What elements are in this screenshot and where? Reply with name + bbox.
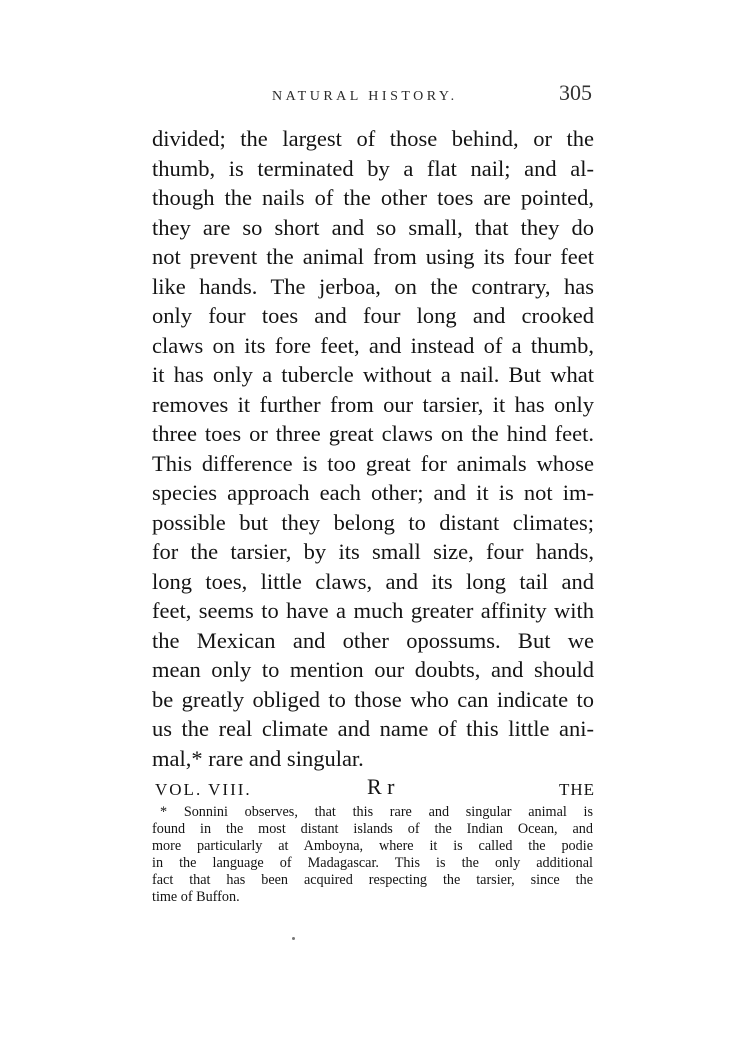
text-line: claws on its fore feet, and instead of a thumb, bbox=[152, 332, 594, 358]
text-line: the Mexican and other opossums. But we bbox=[152, 627, 594, 653]
signature-mark: R r bbox=[367, 774, 395, 799]
text-line: removes it further from our tarsier, it has only bbox=[152, 391, 594, 417]
volume-signature: VOL. VIII. bbox=[155, 780, 252, 799]
body-text bbox=[152, 124, 594, 773]
text-line: only four toes and four long and crooked bbox=[152, 303, 594, 328]
footnote bbox=[152, 804, 593, 906]
text-line: three toes or three great claws on the hind feet. bbox=[152, 421, 594, 446]
text-line: be greatly obliged to those who can indicate to bbox=[152, 686, 594, 712]
running-head: NATURAL HISTORY. bbox=[272, 89, 458, 104]
page-number: 305 bbox=[559, 80, 592, 105]
text-line: divided; the largest of those behind, or the bbox=[152, 126, 594, 151]
ink-speck bbox=[292, 937, 295, 940]
text-line: feet, seems to have a much greater affinity with bbox=[152, 598, 594, 623]
footnote-line: time of Buffon. bbox=[152, 889, 240, 905]
text-line: not prevent the animal from using its four feet bbox=[152, 244, 594, 269]
footnote-line: * Sonnini observes, that this rare and singular animal is bbox=[160, 804, 593, 820]
text-line: they are so short and so small, that they do bbox=[152, 214, 594, 240]
footnote-line: found in the most distant islands of the Indian Ocean, and bbox=[152, 821, 593, 837]
text-line: like hands. The jerboa, on the contrary, has bbox=[152, 273, 594, 299]
text-line: it has only a tubercle without a nail. But what bbox=[152, 362, 594, 387]
text-line: for the tarsier, by its small size, four hands, bbox=[152, 539, 594, 564]
text-line: us the real climate and name of this little ani- bbox=[152, 716, 594, 741]
footnote-line: fact that has been acquired respecting the tarsier, since the bbox=[152, 872, 593, 888]
text-line: long toes, little claws, and its long tail and bbox=[152, 568, 594, 594]
footnote-line: in the language of Madagascar. This is the only additional bbox=[152, 855, 593, 871]
text-line: species approach each other; and it is not im- bbox=[152, 480, 594, 505]
footnote-line: more particularly at Amboyna, where it is called the podie bbox=[152, 838, 593, 854]
text-line: This difference is too great for animals whose bbox=[152, 450, 594, 476]
signature-line bbox=[155, 776, 595, 800]
text-line: mal,* rare and singular. bbox=[152, 745, 364, 771]
text-line: though the nails of the other toes are pointed, bbox=[152, 185, 594, 210]
catchword: THE bbox=[558, 780, 595, 799]
text-line: possible but they belong to distant climates; bbox=[152, 509, 594, 535]
text-line: thumb, is terminated by a flat nail; and al- bbox=[152, 155, 594, 181]
text-line: mean only to mention our doubts, and should bbox=[152, 657, 594, 682]
